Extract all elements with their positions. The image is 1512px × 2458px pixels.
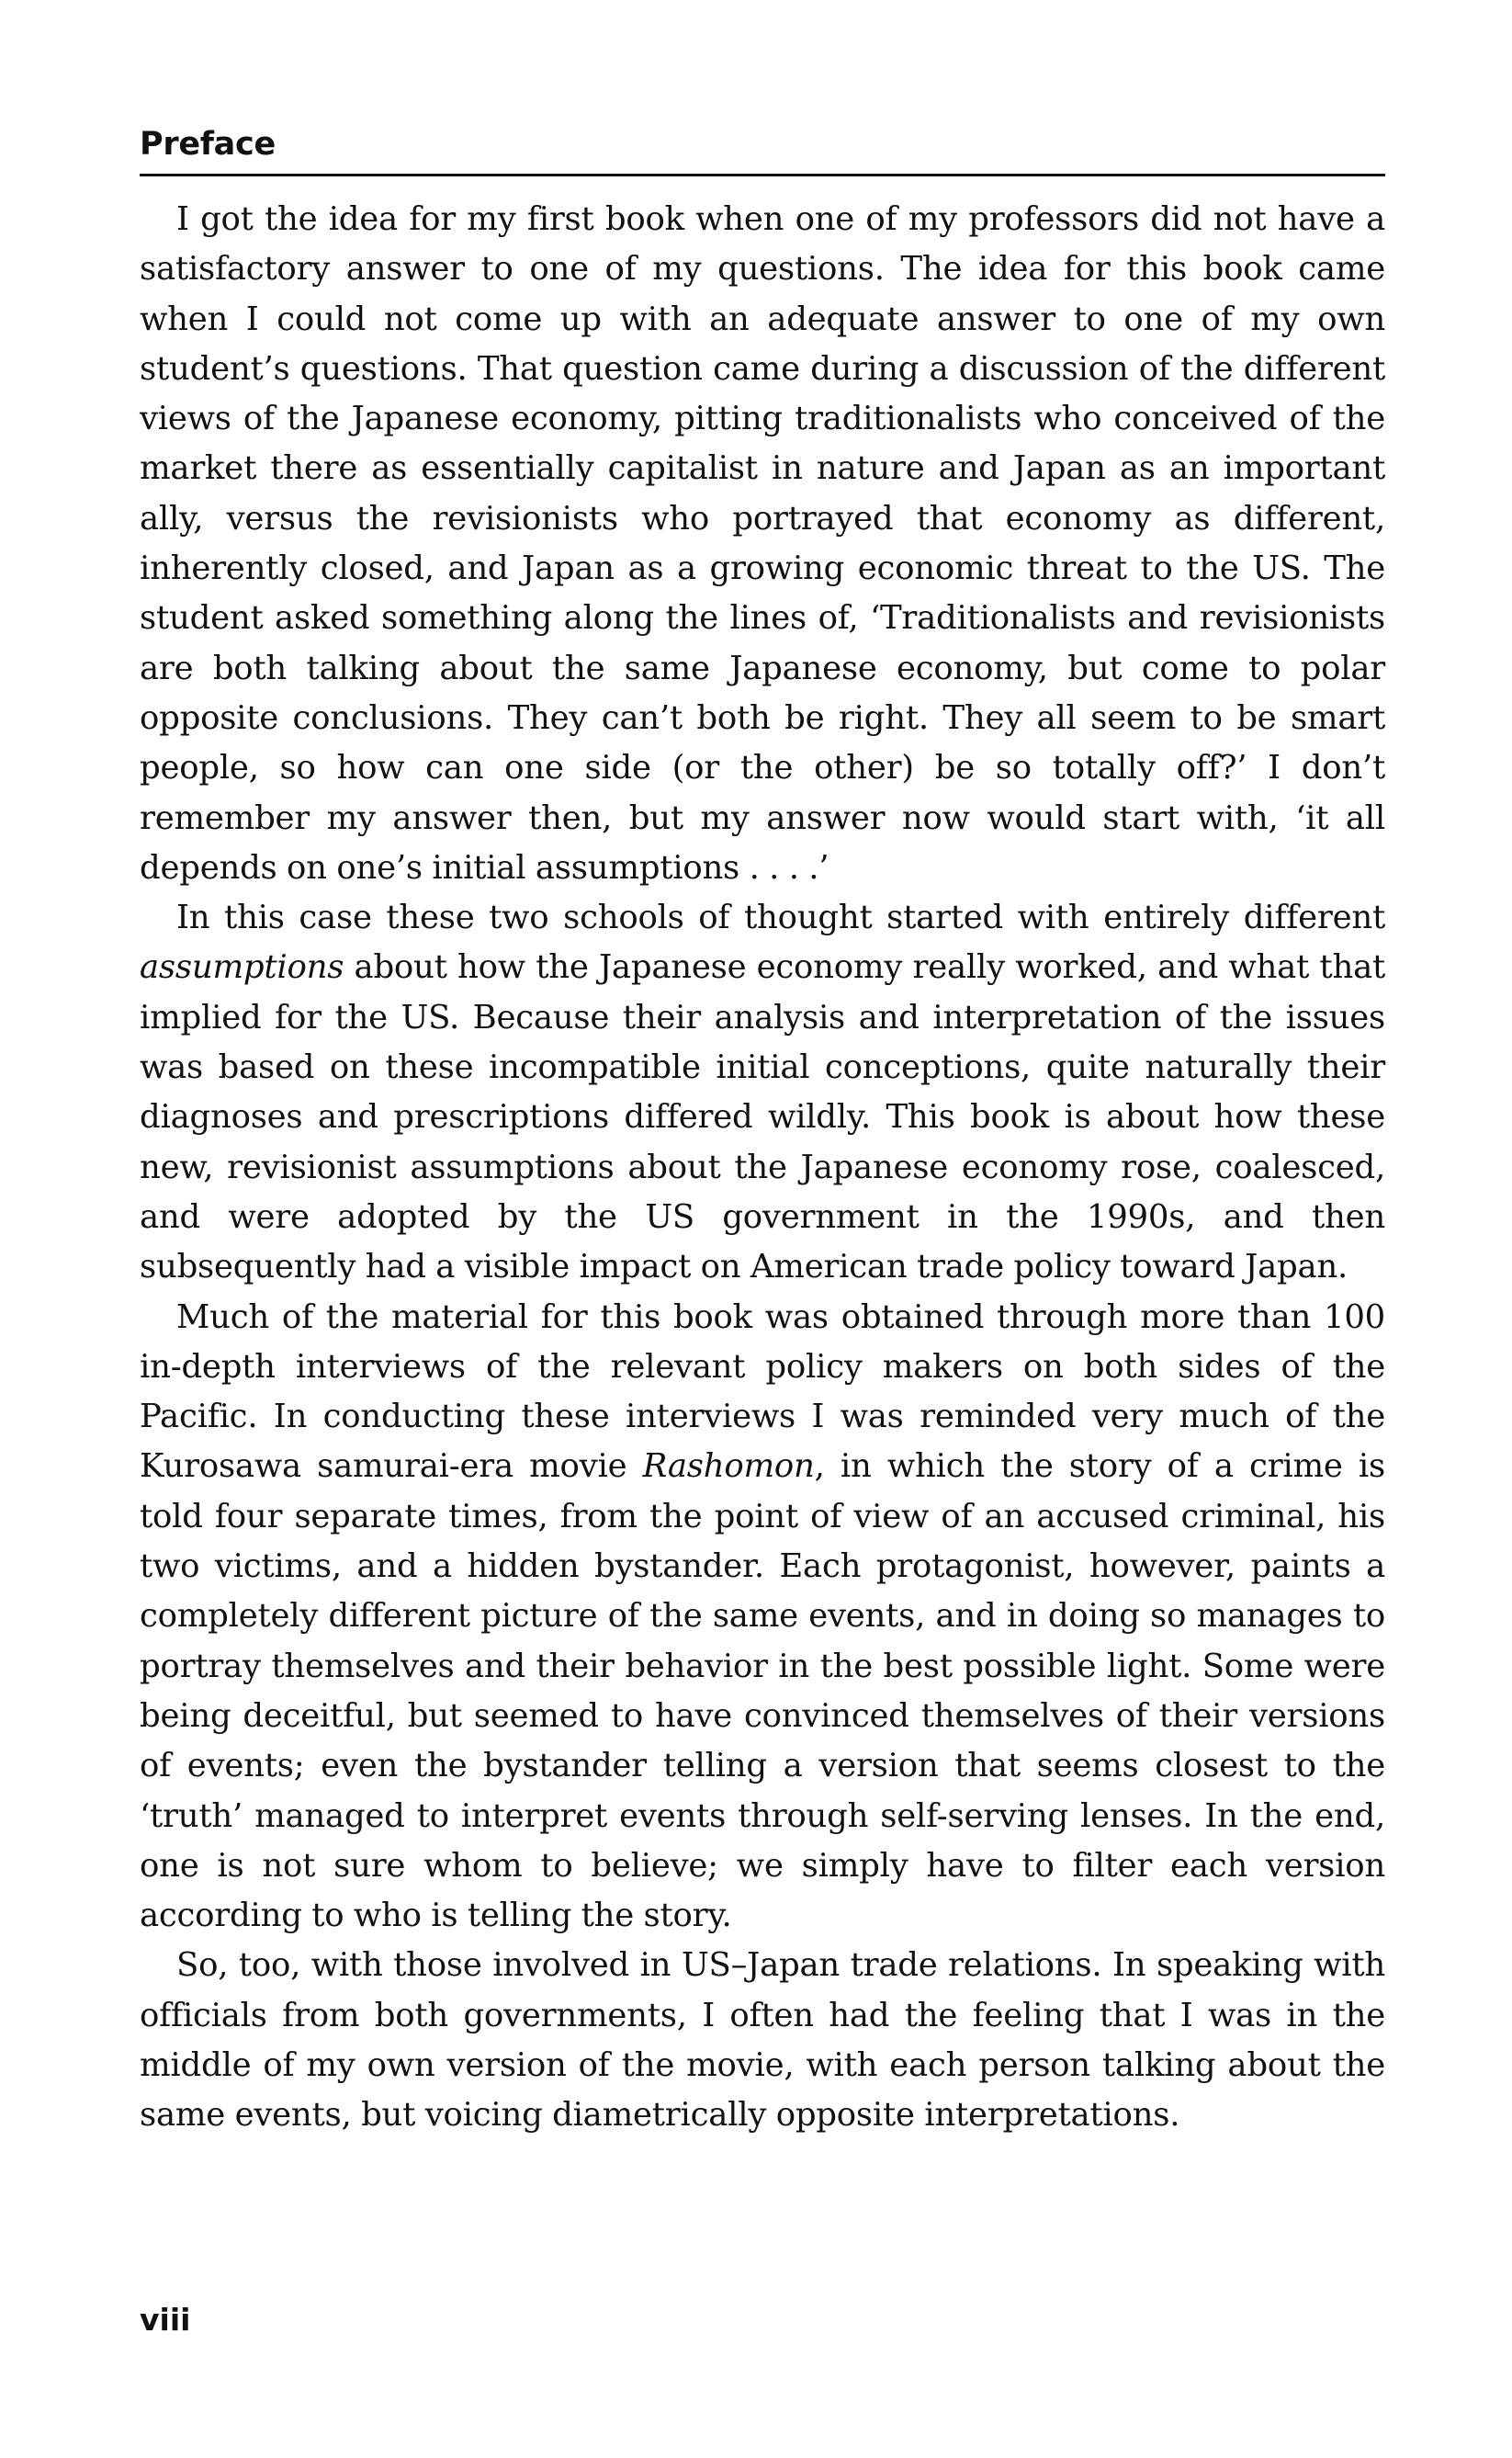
running-head: Preface — [140, 129, 1385, 176]
paragraph-2 — [140, 893, 1385, 1292]
paragraph-3-text-after: , in which the story of a crime is told four separate times, from the point of view of an accused criminal, his two victims, and a hidden bystander. Each protagonist, however, paints a completely different picture of the same events, and in doing so manages to portray themselves and their behavior in the best possible light. Some were being deceitful, but seemed to have convinced themselves of their versions of events; even the bystander telling a version that seems closest to the ‘truth’ managed to interpret events through self-serving lenses. In the end, one is not sure whom to believe; we simply have to filter each version according to who is telling the story. — [140, 1447, 1385, 1935]
paragraph-2-text-before: In this case these two schools of thought started with entirely different — [176, 899, 1385, 937]
page-number: viii — [140, 2302, 191, 2338]
paragraph-3-text-before: Much of the material for this book was obtained through more than 100 in-depth interviews of the relevant policy makers on both sides of the Pacific. In conducting these interviews I was reminded very much of the Kurosawa samurai-era movie — [140, 1297, 1385, 1486]
paragraph-4: So, too, with those involved in US–Japan trade relations. In speaking with officials from both governments, I often had the feeling that I was in the middle of my own version of the movie, with each person talking about the same events, but voicing diametrically opposite interpretations. — [140, 1946, 1385, 2135]
paragraph-2-emphasis: assumptions — [140, 948, 344, 987]
paragraph-3 — [140, 1293, 1385, 1942]
paragraph-1: I got the idea for my first book when one of my professors did not have a satisfactory answer to one of my questions. The idea for this book came when I could not come up with an adequate answer to one of my own student’s questions. That question came during a discussion of the different views of the Japanese economy, pitting traditionalists who conceived of the market there as essentially capitalist in nature and Japan as an important ally, versus the revisionists who portrayed that economy as different, inherently closed, and Japan as a growing economic threat to the US. The student asked something along the lines of, ‘Traditionalists and revisionists are both talking about the same Japanese economy, but come to polar opposite conclusions. They can’t both be right. They all seem to be smart people, so how can one side (or the other) be so totally off?’ I don’t remember my answer then, but my answer now would start with, ‘it all depends on one’s initial assumptions . . . .’ — [140, 200, 1385, 887]
paragraph-3-emphasis: Rashomon — [642, 1447, 815, 1486]
paragraph-2-text-after: about how the Japanese economy really worked, and what that implied for the US. Because their analysis and interpretation of the issues was based on these incompatible initial conceptions, quite naturally their diagnoses and prescriptions differed wildly. This book is about how these new, revisionist assumptions about the Japanese economy rose, coalesced, and were adopted by the US government in the 1990s, and then subsequently had a visible impact on American trade policy toward Japan. — [140, 948, 1385, 1286]
page-content — [140, 126, 1385, 2141]
body-text — [140, 195, 1385, 2141]
